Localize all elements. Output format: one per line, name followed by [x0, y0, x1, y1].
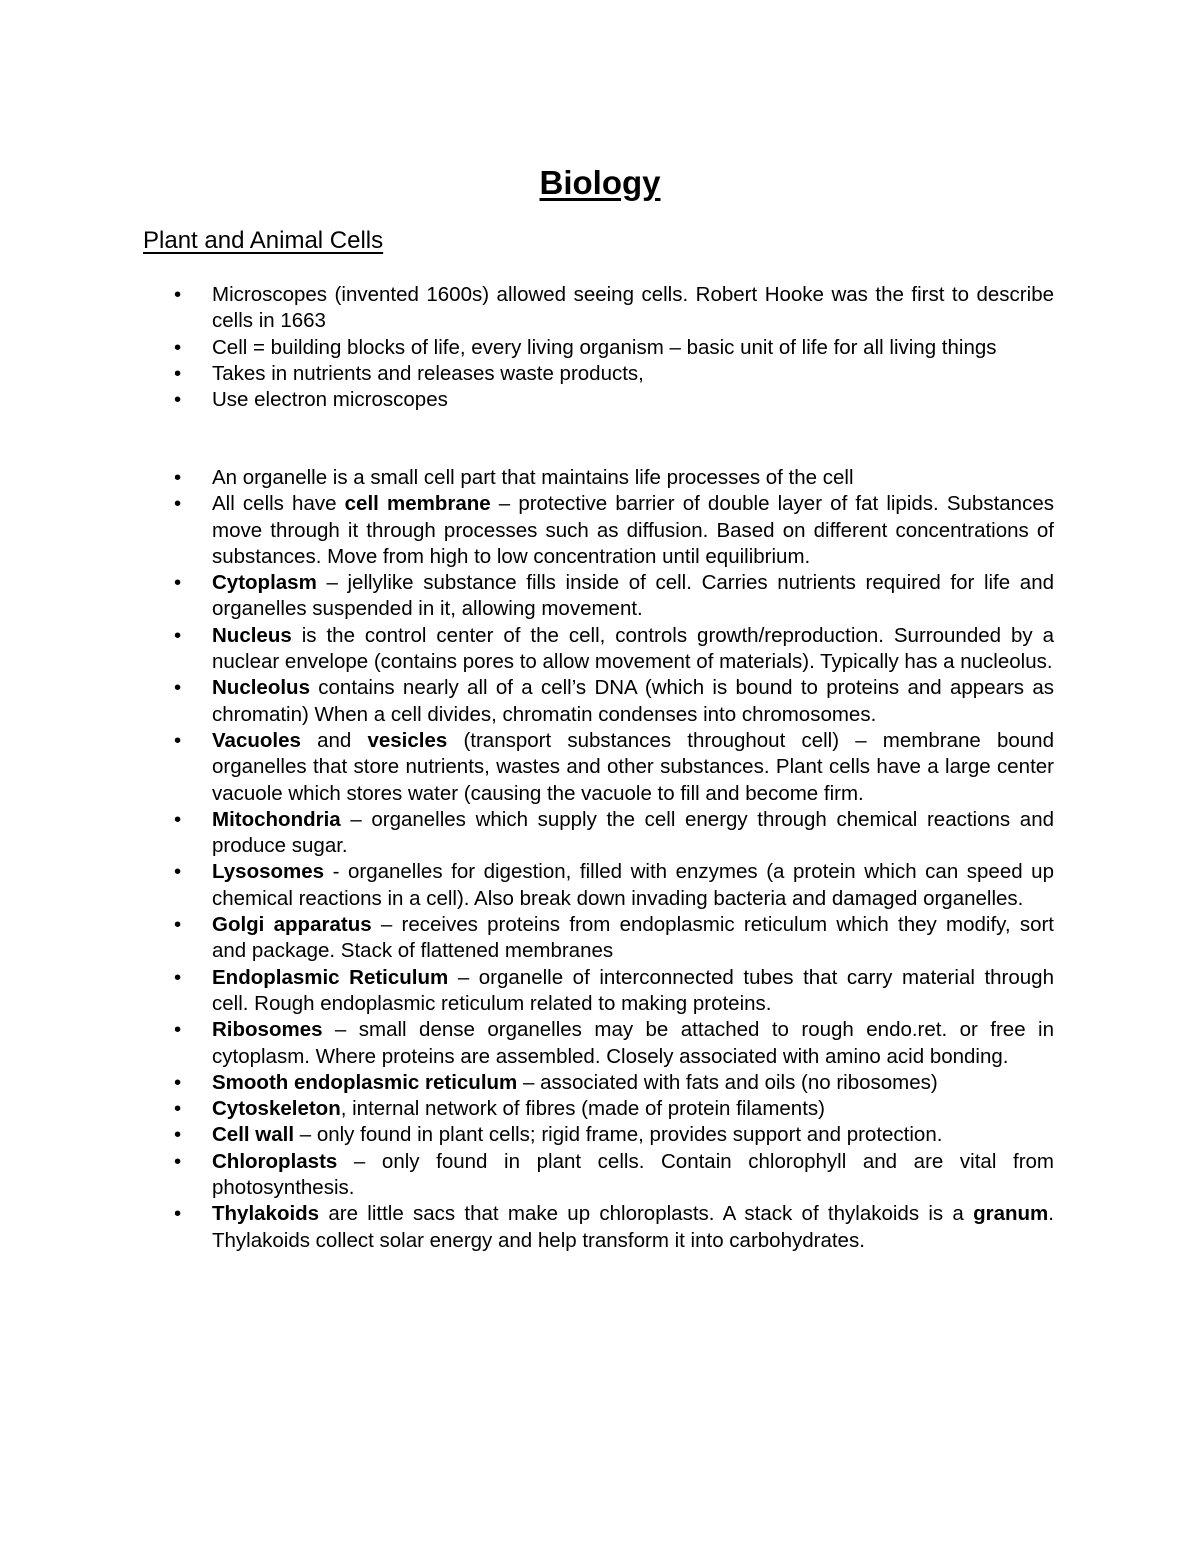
list-item-text: – organelle of interconnected tubes that carry material through cell. Rough endoplasmic reticulum related to making proteins. — [212, 965, 1054, 1015]
list-item-connector: and — [300, 728, 368, 752]
list-item — [174, 387, 1054, 413]
bullet-list-organelles — [174, 465, 1054, 1254]
bullet-icon: • — [174, 676, 182, 700]
bullet-icon: • — [174, 860, 182, 884]
section-heading: Plant and Animal Cells — [143, 227, 384, 254]
list-item-term: Nucleolus — [212, 676, 310, 700]
list-item-term: Chloroplasts — [212, 1149, 338, 1173]
bullet-icon: • — [174, 361, 182, 385]
list-item — [174, 859, 1054, 912]
list-item — [174, 807, 1054, 860]
bullet-list-intro — [174, 282, 1054, 413]
bullet-icon: • — [174, 623, 182, 647]
list-item — [174, 675, 1054, 728]
list-item-text: – organelles which supply the cell energy through chemical reactions and produce sugar. — [212, 807, 1054, 858]
list-item — [174, 1096, 1054, 1122]
list-item-text: – protective barrier of double layer of fat lipids. Substances move through it through processes such as diffusion. Based on different concentrations of substances. Move from high to low concentration until equilibrium. — [212, 492, 1054, 568]
list-item-lead: All cells have — [212, 492, 345, 516]
bullet-icon: • — [174, 571, 182, 595]
list-item-text: – receives proteins from endoplasmic reticulum which they modify, sort and package. Stack of flattened membranes — [212, 913, 1054, 963]
bullet-icon: • — [174, 728, 182, 752]
list-item-term-secondary: vesicles — [367, 728, 448, 752]
list-item — [174, 623, 1054, 676]
bullet-icon: • — [174, 913, 182, 937]
list-item-text: . Thylakoids collect solar energy and help transform it into carbohydrates. — [212, 1202, 1054, 1252]
bullet-icon: • — [174, 965, 182, 989]
list-item-term: Ribosomes — [212, 1018, 323, 1042]
list-item — [174, 335, 1054, 361]
list-item-text: , internal network of fibres (made of protein filaments) — [340, 1097, 825, 1121]
list-item — [174, 1017, 1054, 1070]
list-item-text: contains nearly all of a cell’s DNA (which is bound to proteins and appears as chromatin) When a cell divides, chromatin condenses into chromosomes. — [212, 676, 1054, 726]
list-item-text: Takes in nutrients and releases waste products, — [212, 361, 644, 385]
bullet-icon: • — [174, 1123, 182, 1147]
list-item — [174, 570, 1054, 623]
list-item-term: Cell wall — [212, 1123, 295, 1147]
list-item-text: Cell = building blocks of life, every living organism – basic unit of life for all living things — [212, 335, 997, 359]
list-item — [174, 965, 1054, 1018]
bullet-icon: • — [174, 466, 182, 489]
list-item-connector: are little sacs that make up chloroplasts. A stack of thylakoids is a — [319, 1202, 974, 1226]
document-title: Biology — [539, 164, 661, 201]
bullet-icon: • — [174, 388, 182, 412]
list-item-term: Vacuoles — [212, 728, 301, 752]
list-item-term-secondary: granum — [973, 1202, 1049, 1226]
bullet-icon: • — [174, 807, 182, 831]
list-item-text: – only found in plant cells; rigid frame, provides support and protection. — [294, 1123, 943, 1147]
list-item-term: Golgi apparatus — [212, 913, 372, 937]
bullet-icon: • — [174, 335, 182, 359]
list-item-term: cell membrane — [344, 492, 491, 516]
list-item — [174, 728, 1054, 807]
list-item-text: (transport substances throughout cell) – membrane bound organelles that store nutrients, wastes and other substances. Plant cells have a large center vacuole which stores water (causing the vacuole to fill and become firm. — [212, 728, 1054, 805]
bullet-icon: • — [174, 1149, 182, 1173]
list-item-text: – jellylike substance fills inside of cell. Carries nutrients required for life and organelles suspended in it, allowing movement. — [212, 571, 1054, 621]
list-item-term: Cytoskeleton — [212, 1097, 341, 1121]
list-item — [174, 1149, 1054, 1202]
list-item-term: Thylakoids — [212, 1202, 320, 1226]
list-item-text: – small dense organelles may be attached to rough endo.ret. or free in cytoplasm. Where proteins are assembled. Closely associated with amino acid bonding. — [212, 1018, 1054, 1068]
bullet-icon: • — [174, 1097, 182, 1121]
list-item-term: Mitochondria — [212, 807, 341, 831]
list-item-text: – associated with fats and oils (no ribosomes) — [517, 1070, 938, 1094]
bullet-icon: • — [174, 1018, 182, 1042]
list-item-term: Nucleus — [212, 623, 292, 647]
bullet-icon: • — [174, 1070, 182, 1094]
list-item-text: An organelle is a small cell part that maintains life processes of the cell — [212, 466, 854, 489]
bullet-icon: • — [174, 492, 182, 516]
list-item-term: Lysosomes — [212, 860, 325, 884]
list-item — [174, 1201, 1054, 1254]
list-item — [174, 912, 1054, 965]
list-item — [174, 1122, 1054, 1148]
list-item — [174, 491, 1054, 570]
list-item — [174, 1070, 1054, 1096]
bullet-icon: • — [174, 1202, 182, 1226]
list-item — [174, 465, 1054, 491]
list-item — [174, 361, 1054, 387]
list-item-text: - organelles for digestion, filled with enzymes (a protein which can speed up chemical reactions in a cell). Also break down invading bacteria and damaged organelles. — [212, 860, 1054, 910]
list-item-text: Use electron microscopes — [212, 388, 448, 412]
list-item-text: is the control center of the cell, controls growth/reproduction. Surrounded by a nuclear envelope (contains pores to allow movement of materials). Typically has a nucleolus. — [212, 623, 1054, 674]
list-item-text: Microscopes (invented 1600s) allowed seeing cells. Robert Hooke was the first to describe cells in 1663 — [212, 283, 1054, 333]
list-item-term: Cytoplasm — [212, 571, 317, 595]
list-item-term: Endoplasmic Reticulum — [212, 965, 449, 989]
list-item — [174, 282, 1054, 335]
list-item-text: – only found in plant cells. Contain chlorophyll and are vital from photosynthesis. — [212, 1149, 1054, 1200]
list-item-term: Smooth endoplasmic reticulum — [212, 1070, 518, 1094]
bullet-icon: • — [174, 283, 182, 306]
